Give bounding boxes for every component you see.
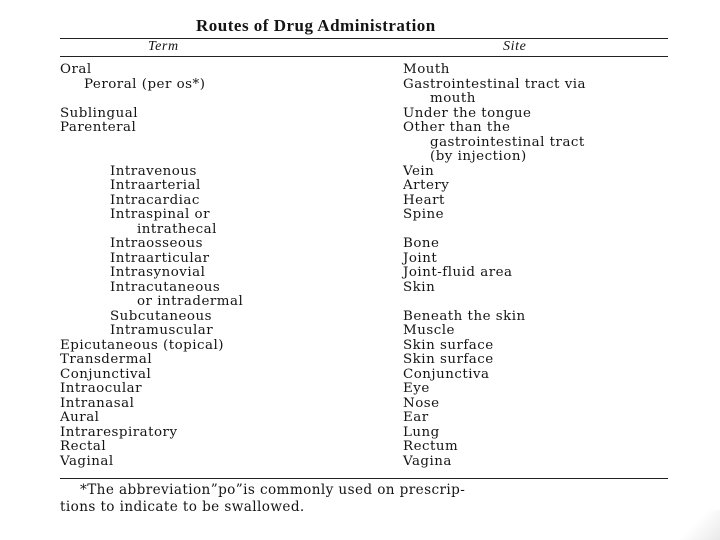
site-cell: Skin surface <box>403 352 494 367</box>
site-cell: Spine <box>403 207 445 222</box>
site-cell: Lung <box>403 425 440 440</box>
term-cell: Conjunctival <box>60 367 152 382</box>
table-row <box>0 396 720 411</box>
table-row <box>0 77 720 92</box>
table-row <box>0 222 720 237</box>
term-cell: Epicutaneous (topical) <box>60 338 224 353</box>
site-cell: Vein <box>403 164 435 179</box>
site-cell: Vagina <box>403 454 452 469</box>
site-cell: Conjunctiva <box>403 367 490 382</box>
term-cell: Transdermal <box>60 352 153 367</box>
site-cell: Beneath the skin <box>403 309 526 324</box>
term-cell: Peroral (per os*) <box>84 77 206 92</box>
table-row <box>0 91 720 106</box>
term-cell: Intraocular <box>60 381 143 396</box>
table-row <box>0 352 720 367</box>
footnote <box>60 482 680 516</box>
table-row <box>0 62 720 77</box>
site-column-header: Site <box>503 39 527 54</box>
term-cell: Vaginal <box>60 454 114 469</box>
term-cell: Intraspinal or <box>110 207 211 222</box>
footnote-line: tions to indicate to be swallowed. <box>60 499 305 515</box>
site-cell: Heart <box>403 193 445 208</box>
site-cell: mouth <box>430 91 476 106</box>
table-row <box>0 265 720 280</box>
site-cell: Other than the <box>403 120 511 135</box>
table-row <box>0 425 720 440</box>
table-row <box>0 367 720 382</box>
term-cell: Intranasal <box>60 396 135 411</box>
site-cell: Skin surface <box>403 338 494 353</box>
site-cell: Nose <box>403 396 440 411</box>
site-cell: Muscle <box>403 323 455 338</box>
site-cell: Artery <box>403 178 450 193</box>
site-cell: Mouth <box>403 62 450 77</box>
table-row <box>0 164 720 179</box>
term-cell: Rectal <box>60 439 107 454</box>
site-cell: Joint-fluid area <box>403 265 513 280</box>
term-cell: Intraarticular <box>110 251 210 266</box>
term-column-header: Term <box>148 39 179 54</box>
term-cell: Subcutaneous <box>110 309 212 324</box>
site-cell: Skin <box>403 280 436 295</box>
table-row <box>0 280 720 295</box>
term-cell: Intracutaneous <box>110 280 221 295</box>
table-row <box>0 381 720 396</box>
table-title: Routes of Drug Administration <box>196 16 436 35</box>
table-row <box>0 207 720 222</box>
term-cell: Parenteral <box>60 120 137 135</box>
term-cell: or intradermal <box>137 294 244 309</box>
footnote-line: *The abbreviation”po”is commonly used on prescrip- <box>80 482 466 498</box>
site-cell: Rectum <box>403 439 459 454</box>
table-row <box>0 309 720 324</box>
term-cell: Intrarespiratory <box>60 425 178 440</box>
term-cell: Intraosseous <box>110 236 203 251</box>
table-row <box>0 251 720 266</box>
table-row <box>0 454 720 469</box>
term-cell: intrathecal <box>137 222 217 237</box>
table-row <box>0 236 720 251</box>
term-cell: Oral <box>60 62 92 77</box>
term-cell: Intrasynovial <box>110 265 206 280</box>
table-row <box>0 439 720 454</box>
page-edge-shadow <box>680 510 720 540</box>
term-cell: Aural <box>60 410 100 425</box>
term-cell: Intraarterial <box>110 178 201 193</box>
site-cell: Under the tongue <box>403 106 532 121</box>
site-cell: Ear <box>403 410 429 425</box>
table-row <box>0 178 720 193</box>
table-row <box>0 294 720 309</box>
table-row <box>0 135 720 150</box>
term-cell: Intravenous <box>110 164 197 179</box>
table-row <box>0 120 720 135</box>
table-row <box>0 410 720 425</box>
table-row <box>0 106 720 121</box>
site-cell: Joint <box>403 251 438 266</box>
site-cell: Bone <box>403 236 440 251</box>
site-cell: Eye <box>403 381 430 396</box>
table-row <box>0 193 720 208</box>
header-rule <box>60 56 668 57</box>
term-cell: Intracardiac <box>110 193 200 208</box>
table-row <box>0 323 720 338</box>
term-cell: Intramuscular <box>110 323 214 338</box>
table-row <box>0 149 720 164</box>
site-cell: Gastrointestinal tract via <box>403 77 587 92</box>
site-cell: gastrointestinal tract <box>430 135 585 150</box>
footnote-rule <box>60 478 668 479</box>
table-row <box>0 338 720 353</box>
term-cell: Sublingual <box>60 106 139 121</box>
site-cell: (by injection) <box>430 149 527 164</box>
